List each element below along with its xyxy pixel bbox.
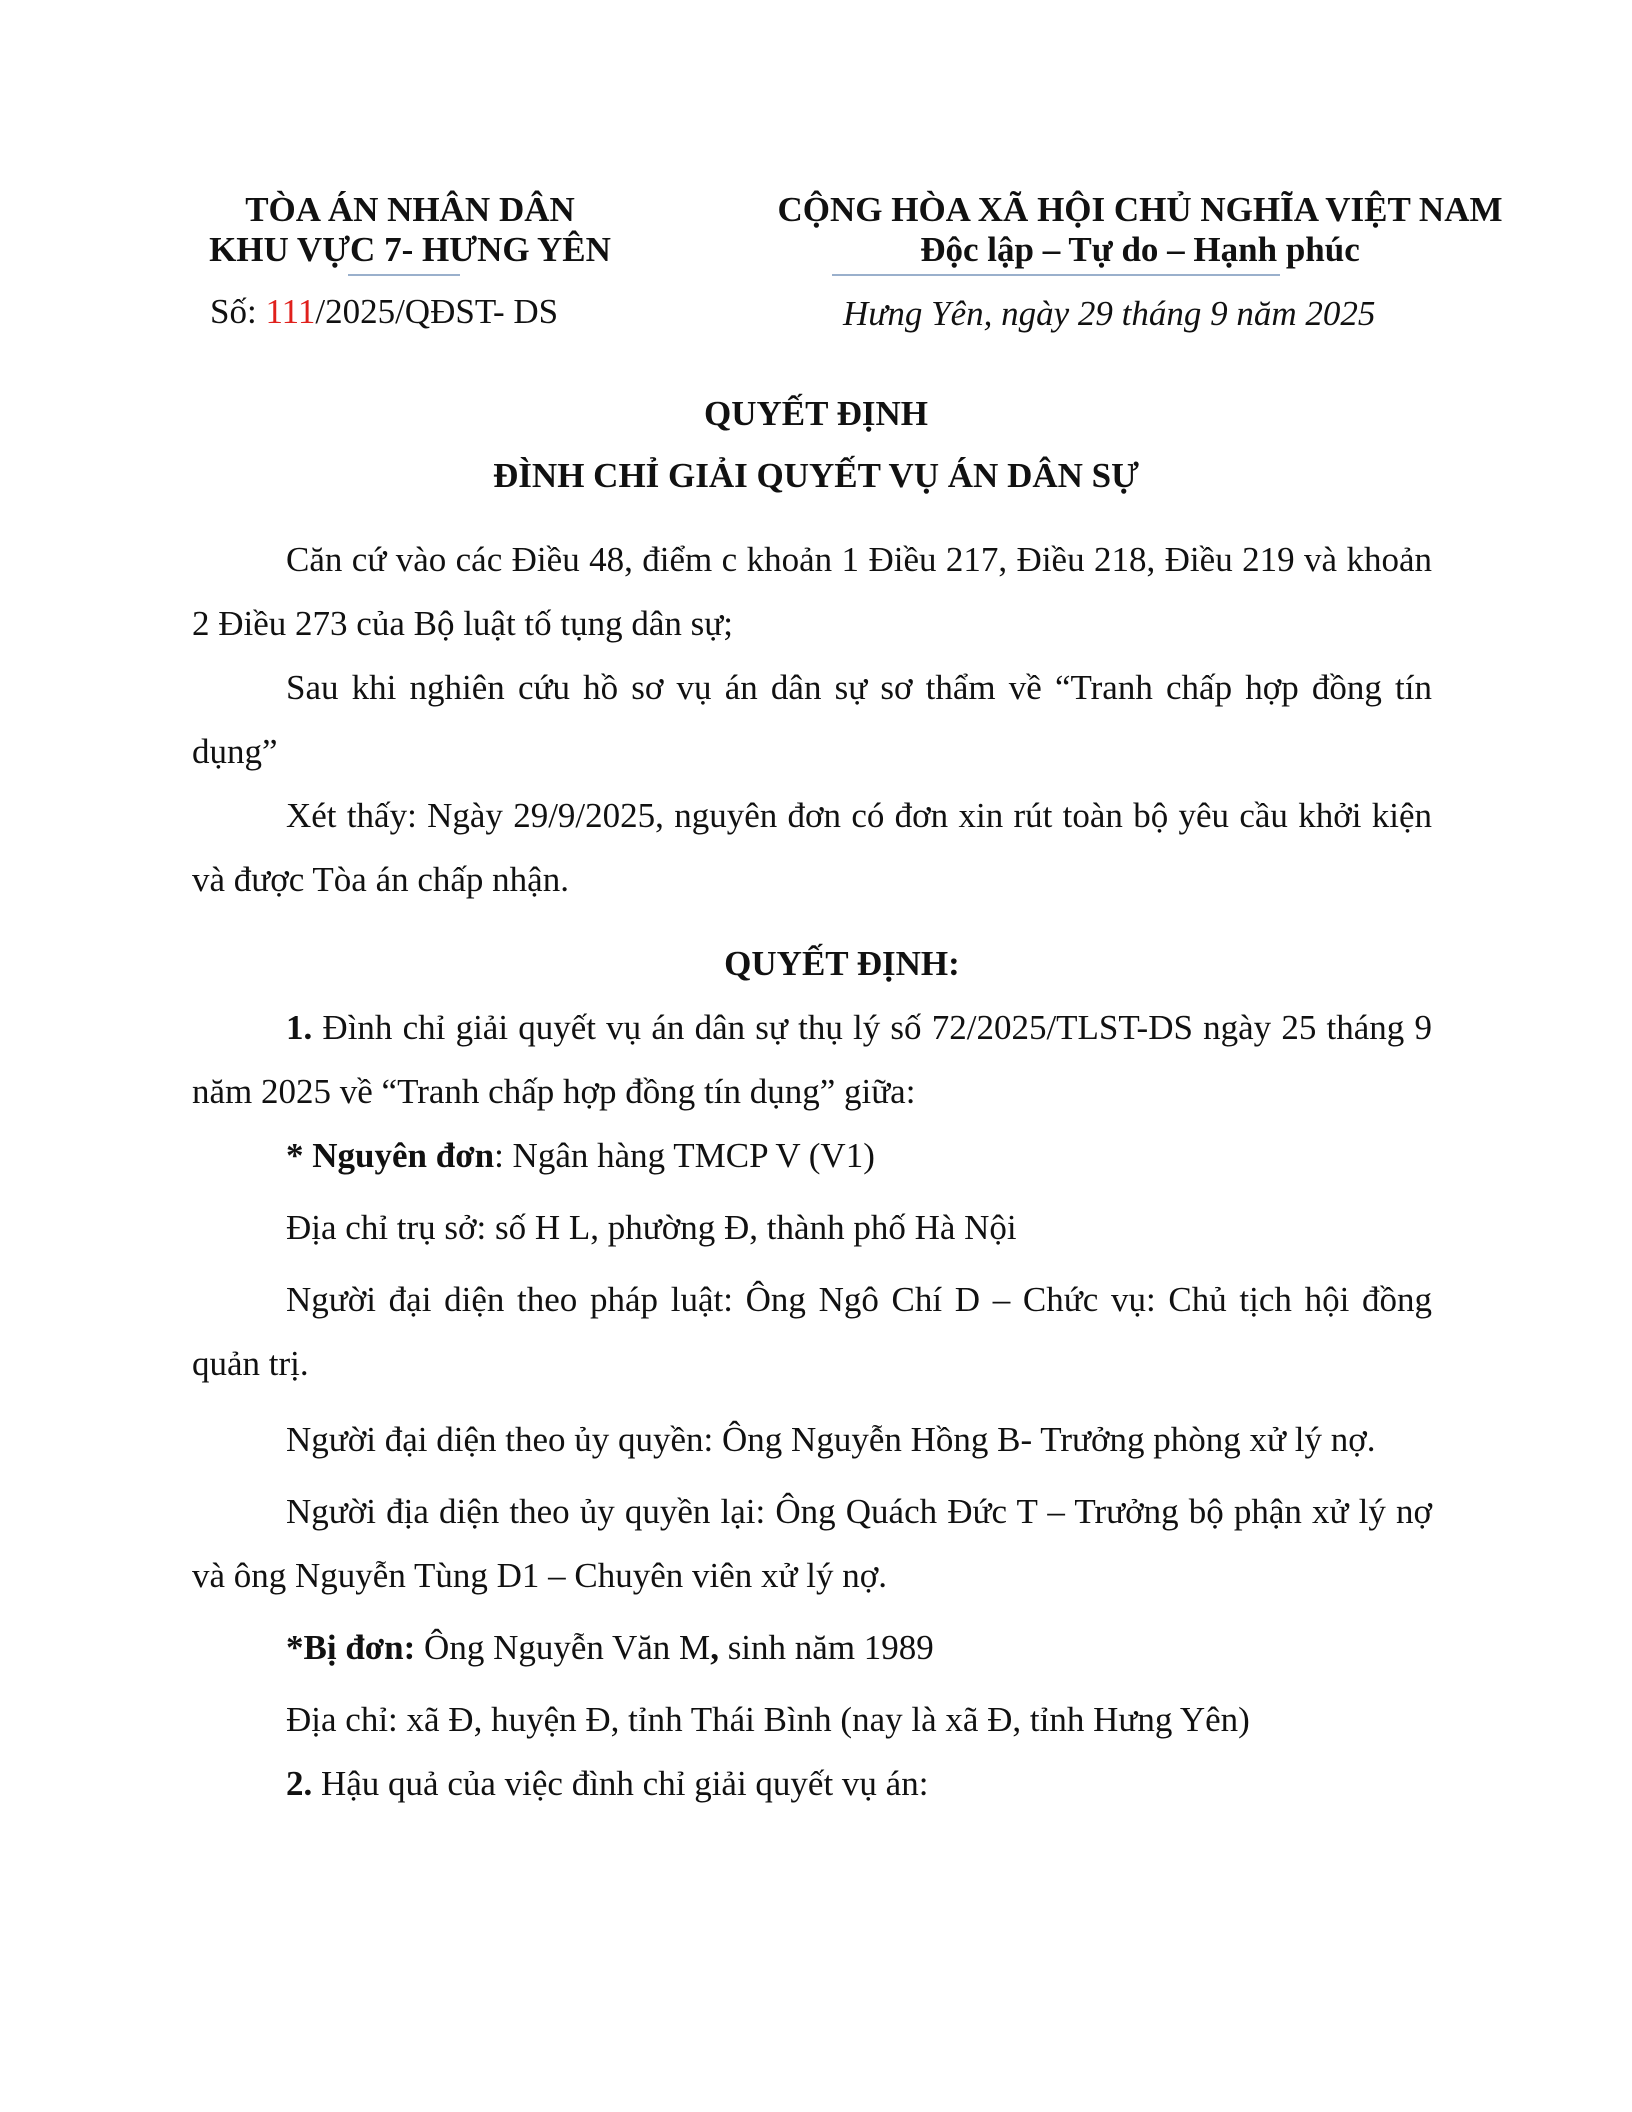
decision-heading: QUYẾT ĐỊNH: [724,944,960,983]
finding-paragraph: Xét thấy: Ngày 29/9/2025, nguyên đơn có đơn xin rút toàn bộ yêu cầu khởi kiện và được Tòa án chấp nhận. [192,796,1432,899]
legal-representative: Người đại diện theo pháp luật: Ông Ngô Chí D – Chức vụ: Chủ tịch hội đồng quản trị. [192,1280,1432,1383]
defendant-address: Địa chỉ: xã Đ, huyện Đ, tỉnh Thái Bình (nay là xã Đ, tỉnh Hưng Yên) [286,1700,1250,1739]
national-motto-underline [832,274,1280,276]
document-number-prefix: Số: [210,292,266,331]
court-name-line2: KHU VỰC 7- HƯNG YÊN [209,230,611,269]
court-name-underline [348,274,460,276]
plaintiff-name: : Ngân hàng TMCP V (V1) [494,1136,875,1175]
item-2-number: 2. [286,1764,313,1803]
court-name-block [120,190,700,270]
defendant-name: Ông Nguyễn Văn M [415,1628,711,1667]
item-1-text: Đình chỉ giải quyết vụ án dân sự thụ lý số 72/2025/TLST-DS ngày 25 tháng 9 năm 2025 về “Tranh chấp hợp đồng tín dụng” giữa: [192,1008,1432,1111]
plaintiff-label: * Nguyên đơn [286,1136,495,1175]
decision-item-2 [192,1752,1432,1816]
defendant-label: *Bị đơn: [286,1628,416,1667]
court-name-line1: TÒA ÁN NHÂN DÂN [245,190,575,229]
document-number [210,292,558,332]
defendant-comma: , [710,1628,719,1667]
item-2-text: Hậu quả của việc đình chỉ giải quyết vụ án: [312,1764,929,1803]
national-motto: Độc lập – Tự do – Hạnh phúc [920,230,1360,269]
defendant-line [192,1616,1432,1680]
defendant-birth-year: sinh năm 1989 [718,1628,934,1667]
item-1-number: 1. [286,1008,313,1047]
authorized-representative: Người đại diện theo ủy quyền: Ông Nguyễn Hồng B- Trưởng phòng xử lý nợ. [286,1420,1376,1459]
national-motto-block [640,190,1632,270]
place-and-date: Hưng Yên, ngày 29 tháng 9 năm 2025 [843,294,1376,333]
study-paragraph: Sau khi nghiên cứu hồ sơ vụ án dân sự sơ thẩm về “Tranh chấp hợp đồng tín dụng” [192,668,1432,771]
legal-basis-paragraph: Căn cứ vào các Điều 48, điểm c khoản 1 Điều 217, Điều 218, Điều 219 và khoản 2 Điều 273 của Bộ luật tố tụng dân sự; [192,540,1432,643]
decision-item-1 [192,996,1432,1124]
document-number-value: 111 [265,292,316,331]
document-subtitle: ĐÌNH CHỈ GIẢI QUYẾT VỤ ÁN DÂN SỰ [493,456,1139,495]
nation-name: CỘNG HÒA XÃ HỘI CHỦ NGHĨA VIỆT NAM [777,190,1503,229]
document-number-suffix: /2025/QĐST- DS [315,292,559,331]
sub-authorized-representative: Người địa diện theo ủy quyền lại: Ông Quách Đức T – Trưởng bộ phận xử lý nợ và ông Nguyễn Tùng D1 – Chuyên viên xử lý nợ. [192,1492,1432,1595]
plaintiff-address: Địa chỉ trụ sở: số H L, phường Đ, thành phố Hà Nội [286,1208,1017,1247]
document-body [192,528,1432,1816]
plaintiff-line [192,1124,1432,1188]
document-title: QUYẾT ĐỊNH [704,394,928,433]
